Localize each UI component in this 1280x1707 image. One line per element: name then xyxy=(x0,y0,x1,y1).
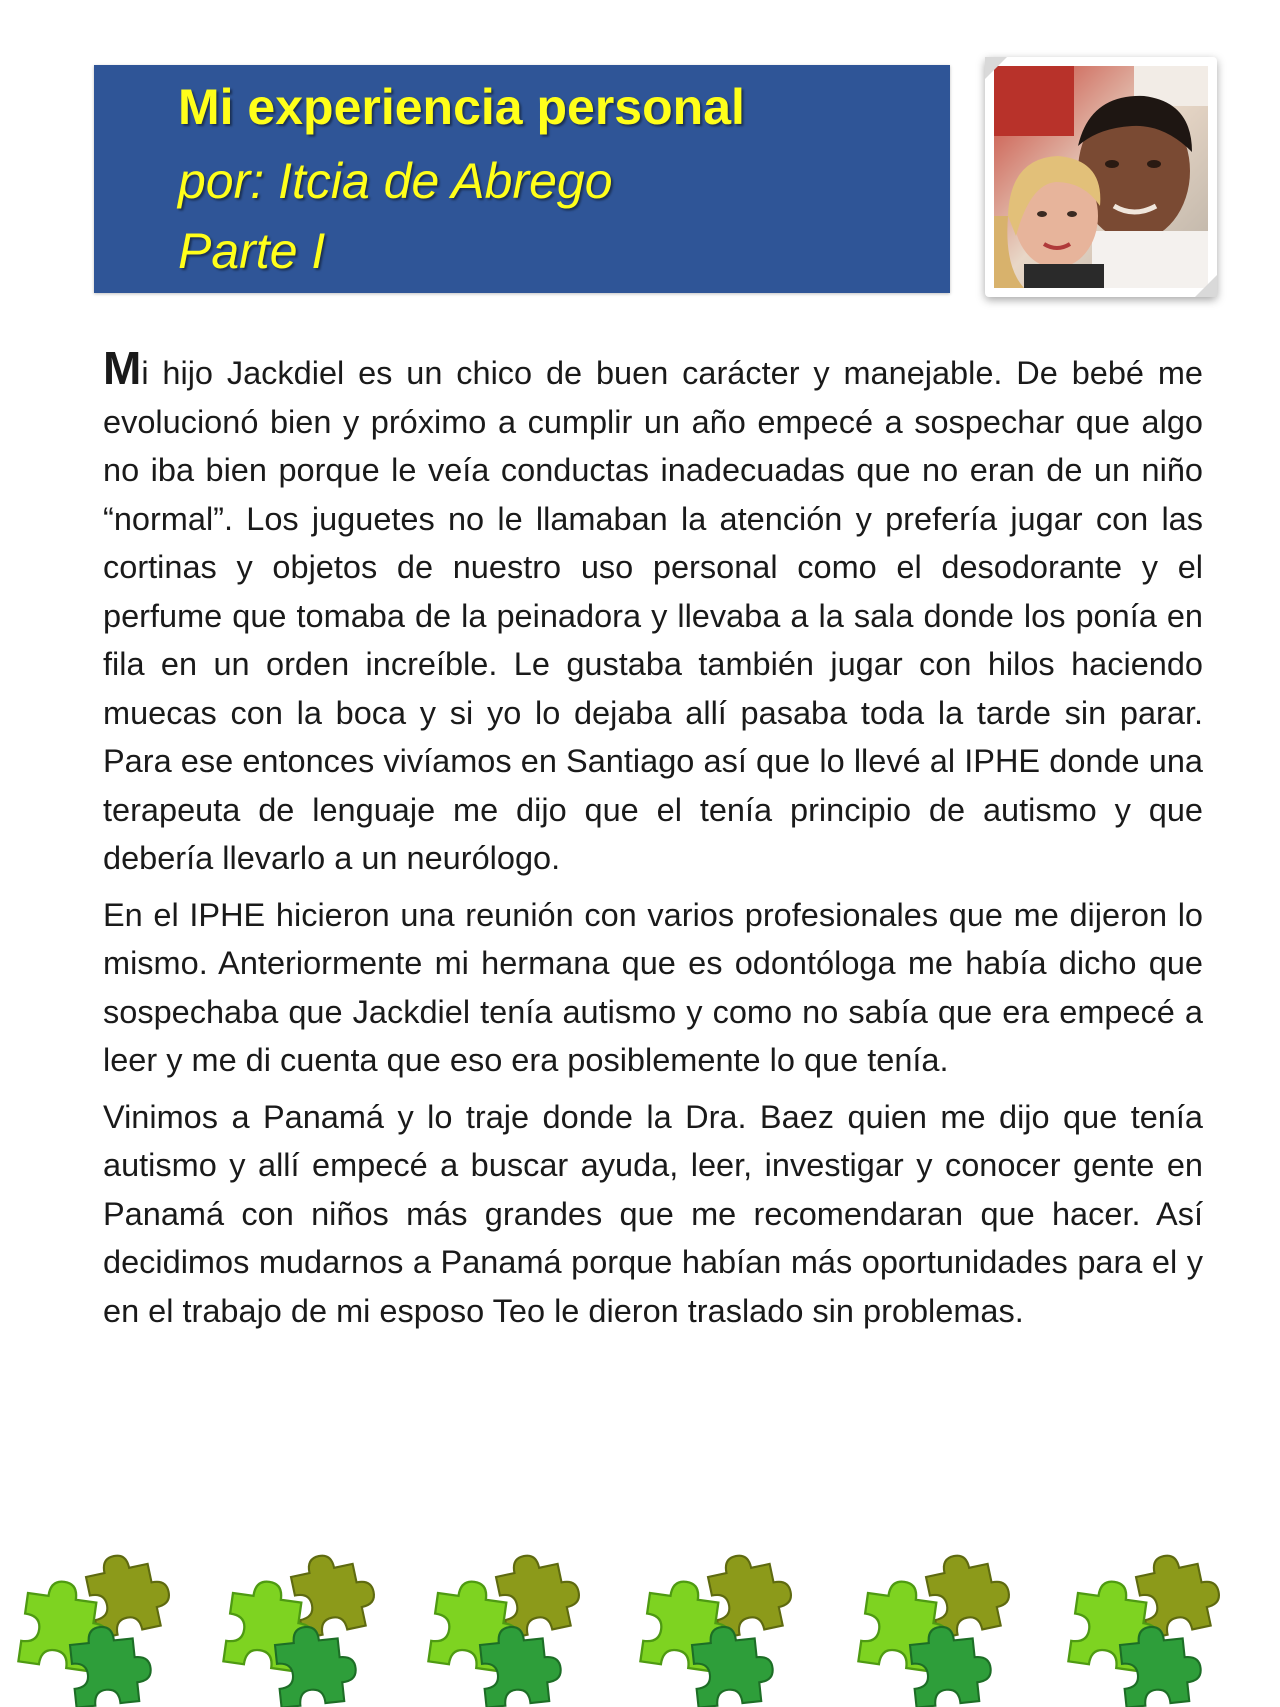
title-banner xyxy=(94,65,950,293)
puzzle-pieces-footer xyxy=(0,1535,1280,1707)
photo-corner-fold xyxy=(985,57,1007,79)
article-byline: por: Itcia de Abrego xyxy=(178,153,613,209)
puzzle-icon xyxy=(18,1546,175,1707)
article-title: Mi experiencia personal xyxy=(178,79,745,135)
paragraph-2: En el IPHE hicieron una reunión con varios profesionales que me dijeron lo mismo. Anteriormente mi hermana que es odontóloga me había dicho que sospechaba que Jackdiel tenía autismo y como no sabía que era empecé a leer y me di cuenta que eso era posiblemente lo que tenía. xyxy=(103,896,1203,1078)
puzzle-icon xyxy=(640,1546,797,1707)
paragraph-1-text: i hijo Jackdiel es un chico de buen carácter y manejable. De bebé me evolucionó bien y próximo a cumplir un año empecé a sospechar que algo no iba bien porque le veía conductas inadecuadas que no eran de un niño “normal”. Los juguetes no le llamaban la atención y prefería jugar con las cortinas y objetos de nuestro uso personal como el desodorante y el perfume que tomaba de la peinadora y llevaba a la sala donde los ponía en fila en un orden increíble. Le gustaba también jugar con hilos haciendo muecas con la boca y si yo lo dejaba allí pasaba toda la tarde sin parar. Para ese entonces vivíamos en Santiago así que lo llevé al IPHE donde una terapeuta de lenguaje me dijo que el tenía principio de autismo y que debería llevarlo a un neurólogo. xyxy=(103,355,1203,876)
puzzle-icon xyxy=(858,1546,1015,1707)
article-part: Parte I xyxy=(178,223,326,279)
puzzle-icon xyxy=(1068,1546,1225,1707)
puzzle-icon xyxy=(223,1546,380,1707)
article-body xyxy=(103,342,1203,1343)
drop-cap: M xyxy=(103,342,142,394)
paragraph-1 xyxy=(103,342,1203,883)
paragraph-3: Vinimos a Panamá y lo traje donde la Dra. Baez quien me dijo que tenía autismo y allí empecé a buscar ayuda, leer, investigar y conocer gente en Panamá con niños más grandes que me recomendaran que hacer. Así decidimos mudarnos a Panamá porque habían más oportunidades para el y en el trabajo de mi esposo Teo le dieron traslado sin problemas. xyxy=(103,1098,1203,1329)
puzzle-icon xyxy=(428,1546,585,1707)
author-photo xyxy=(985,57,1217,297)
photo-author-and-son-image xyxy=(994,66,1208,288)
photo-corner-fold xyxy=(1195,275,1217,297)
